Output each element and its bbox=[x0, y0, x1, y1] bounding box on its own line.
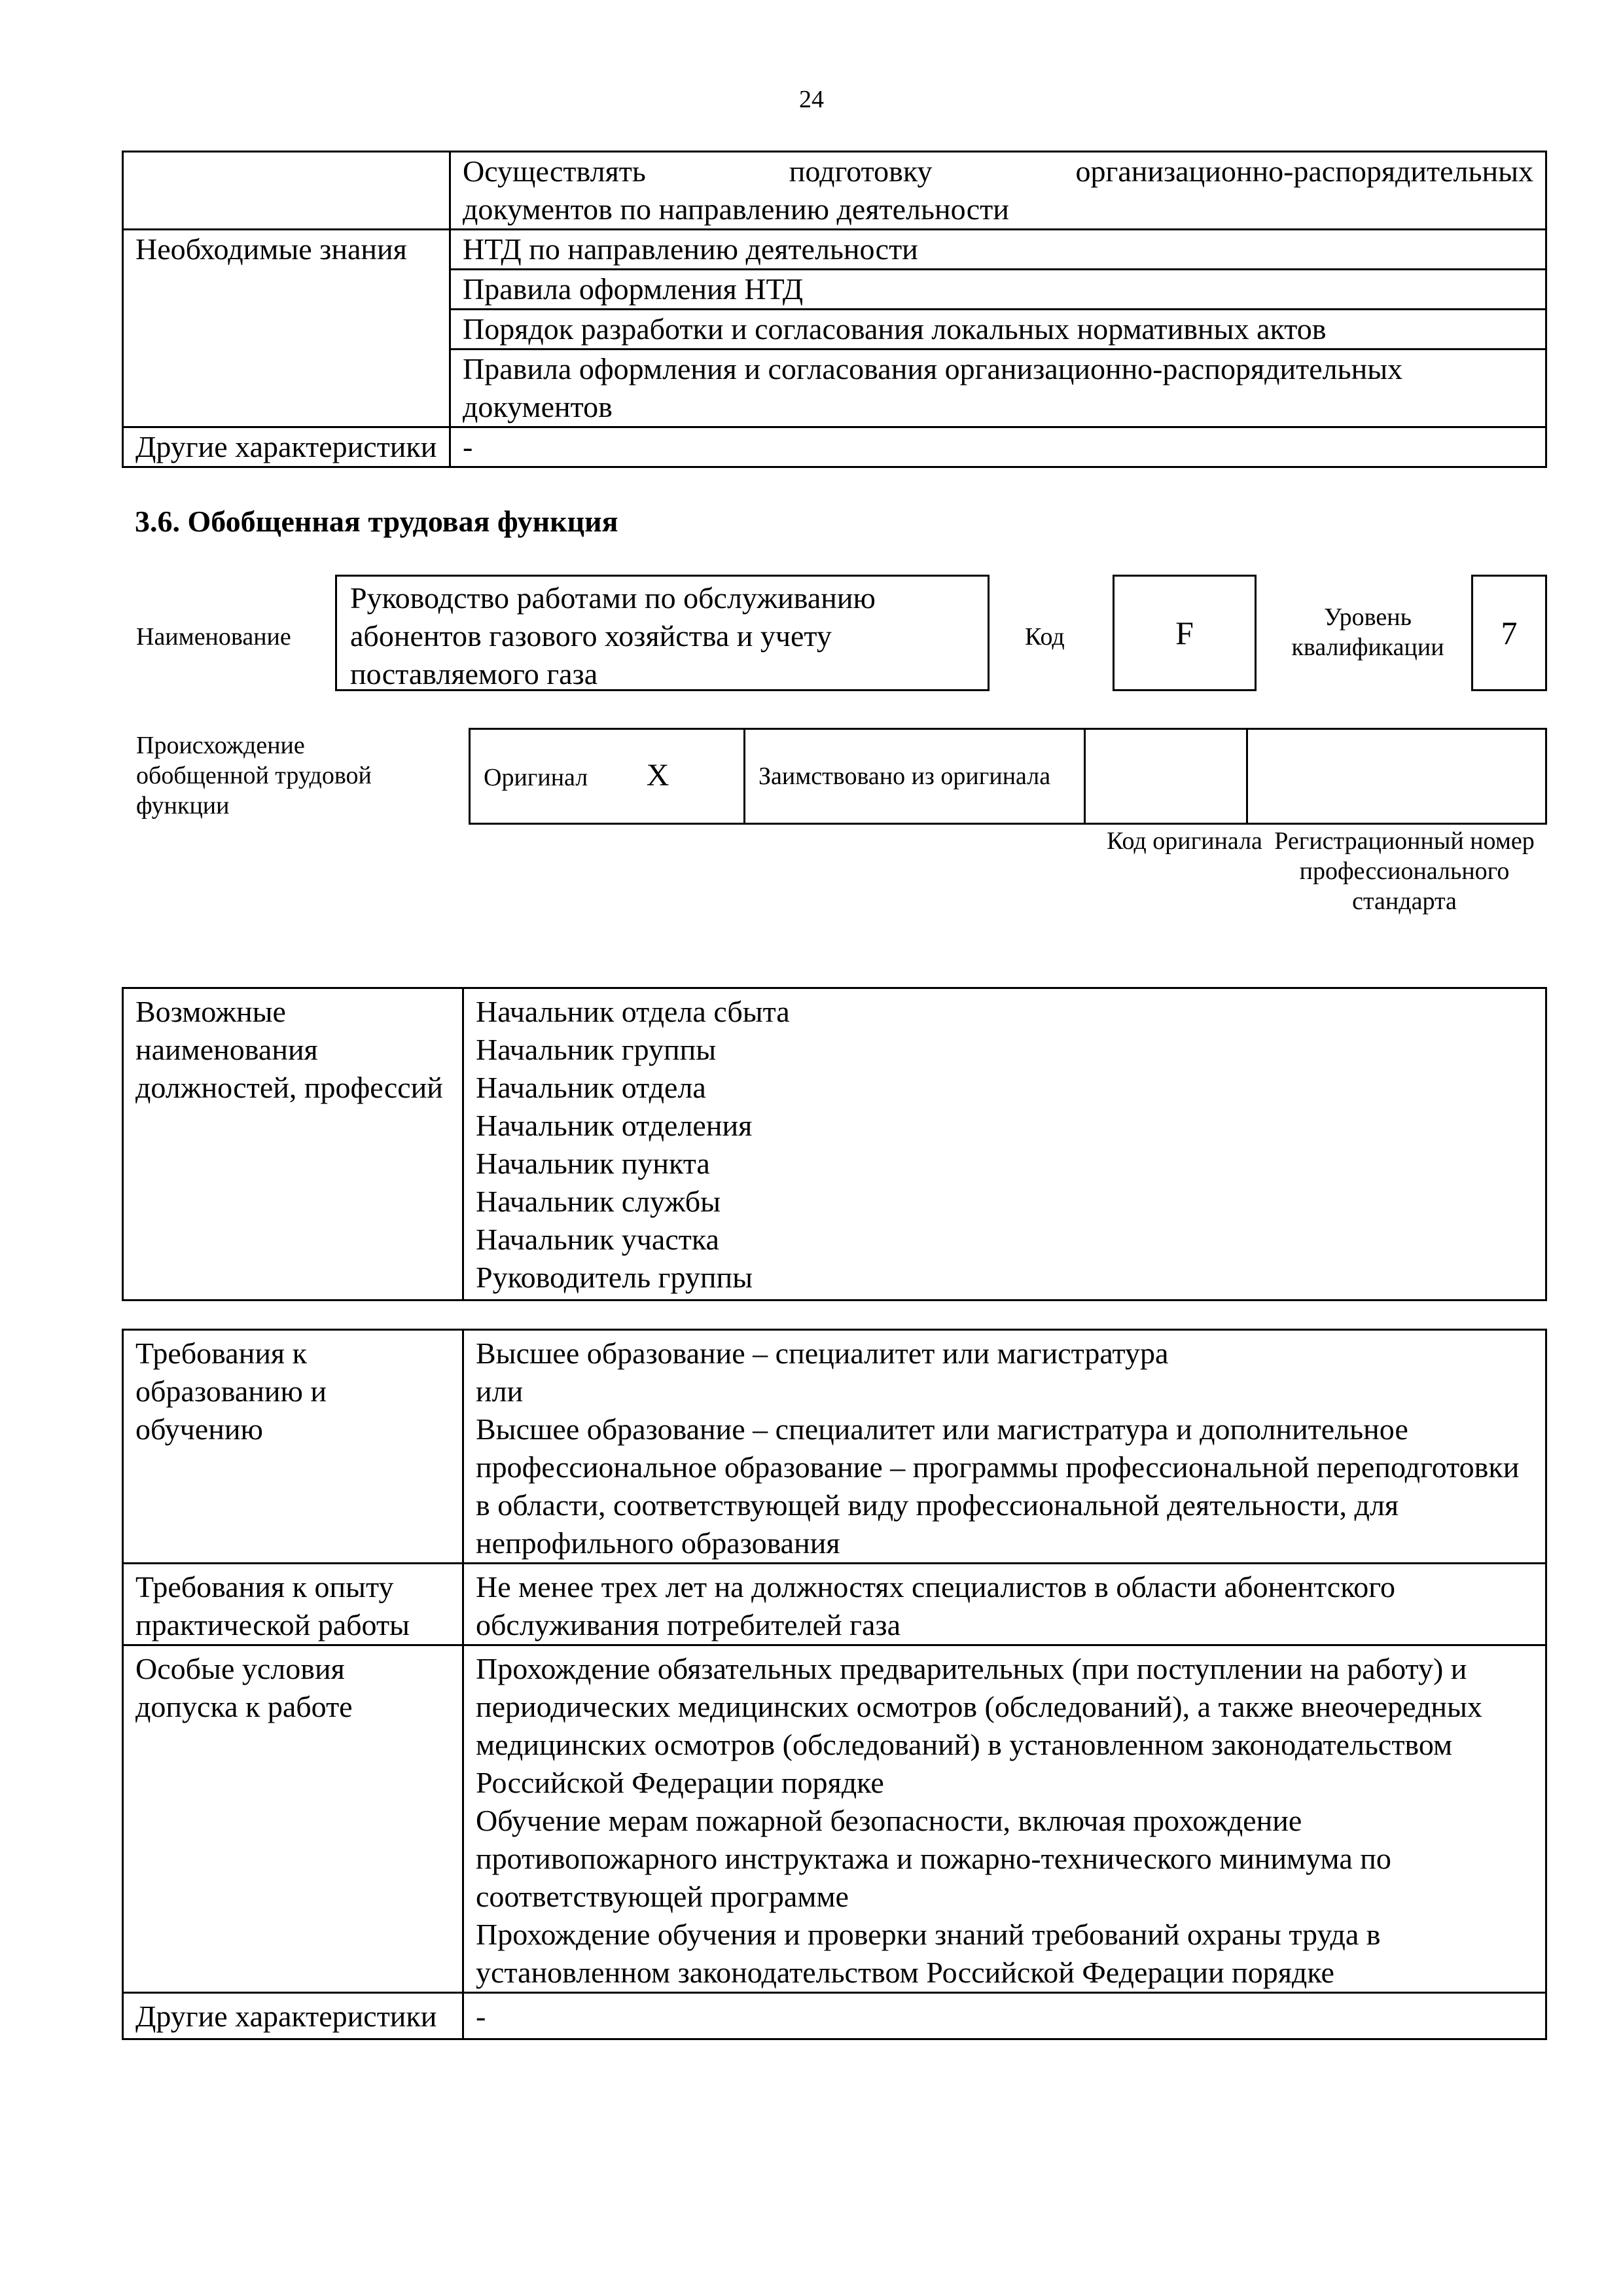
level-label: Уровень квалификации bbox=[1291, 603, 1444, 661]
positions-label: Возможные наименования должностей, профессий bbox=[123, 988, 463, 1300]
conditions-line: Прохождение обучения и проверки знаний требований охраны труда в установленном законодательством Российской Федерации порядке bbox=[476, 1918, 1381, 1989]
table-cell-label: Необходимые знания bbox=[123, 230, 450, 427]
table-row bbox=[123, 230, 1546, 270]
table-row bbox=[123, 152, 1546, 230]
table-cell-value: Правила оформления НТД bbox=[450, 270, 1546, 310]
level-value: 7 bbox=[1471, 575, 1547, 691]
list-item: Начальник отделения bbox=[476, 1109, 753, 1142]
education-value bbox=[463, 1330, 1546, 1564]
name-label: Наименование bbox=[136, 623, 291, 651]
table-row bbox=[470, 729, 1546, 824]
positions-list bbox=[463, 988, 1546, 1300]
list-item: Начальник службы bbox=[476, 1185, 721, 1218]
table-row bbox=[123, 1645, 1546, 1993]
table-cell-value: Правила оформления и согласования организационно-распорядительных документов bbox=[450, 350, 1546, 427]
positions-table bbox=[122, 987, 1547, 1301]
conditions-label: Особые условия допуска к работе bbox=[123, 1645, 463, 1993]
code-original-label: Код оригинала bbox=[1107, 827, 1262, 855]
conditions-line: Обучение мерам пожарной безопасности, включая прохождение противопожарного инструктажа и пожарно-технического минимума по соответствующей программе bbox=[476, 1804, 1391, 1913]
education-line: или bbox=[476, 1374, 524, 1408]
original-label: Оригинал bbox=[484, 763, 588, 791]
list-item: Начальник участка bbox=[476, 1223, 719, 1256]
requirements-table bbox=[122, 1329, 1547, 2040]
list-item: Начальник пункта bbox=[476, 1147, 710, 1180]
code-label: Код bbox=[1025, 623, 1065, 651]
conditions-value bbox=[463, 1645, 1546, 1993]
original-mark: X bbox=[646, 757, 669, 793]
education-line: Высшее образование – специалитет или магистратура bbox=[476, 1336, 1169, 1370]
table-cell-value: - bbox=[450, 427, 1546, 467]
table-cell-label: Другие характеристики bbox=[123, 427, 450, 467]
knowledge-table bbox=[122, 151, 1547, 468]
list-item: Начальник группы bbox=[476, 1033, 717, 1066]
experience-label: Требования к опыту практической работы bbox=[123, 1564, 463, 1645]
other-label: Другие характеристики bbox=[123, 1993, 463, 2039]
cell-text: документов по направлению деятельности bbox=[463, 192, 1009, 226]
education-line: Высшее образование – специалитет или магистратура и дополнительное профессиональное образование – программы профессиональной переподготовки в области, соответствующей виду профессиональной деятельности, для непрофильного образования bbox=[476, 1412, 1520, 1560]
origin-code-cell bbox=[1085, 729, 1247, 824]
name-value: Руководство работами по обслуживанию абонентов газового хозяйства и учету поставляемого газа bbox=[335, 575, 990, 691]
list-item: Начальник отдела сбыта bbox=[476, 995, 790, 1028]
table-cell-value bbox=[450, 152, 1546, 230]
table-row bbox=[123, 988, 1546, 1300]
experience-value: Не менее трех лет на должностях специалистов в области абонентского обслуживания потребителей газа bbox=[463, 1564, 1546, 1645]
list-item: Руководитель группы bbox=[476, 1261, 753, 1294]
origin-reg-cell bbox=[1247, 729, 1546, 824]
table-row bbox=[123, 1330, 1546, 1564]
code-value: F bbox=[1113, 575, 1257, 691]
list-item: Начальник отдела bbox=[476, 1071, 706, 1104]
table-cell-value: Порядок разработки и согласования локальных нормативных актов bbox=[450, 310, 1546, 350]
table-row bbox=[123, 1564, 1546, 1645]
conditions-line: Прохождение обязательных предварительных (при поступлении на работу) и периодических медицинских осмотров (обследований), а также внеочередных медицинских осмотров (обследований) в установленном законодательством Российской Федерации порядке bbox=[476, 1652, 1482, 1799]
origin-original-cell bbox=[470, 729, 745, 824]
origin-table bbox=[469, 728, 1547, 825]
table-cell-value: НТД по направлению деятельности bbox=[450, 230, 1546, 270]
other-value: - bbox=[463, 1993, 1546, 2039]
origin-borrowed-cell: Заимствовано из оригинала bbox=[745, 729, 1085, 824]
page-number: 24 bbox=[799, 86, 824, 113]
table-row bbox=[123, 1993, 1546, 2039]
table-cell-label bbox=[123, 152, 450, 230]
origin-label: Происхождение обобщенной трудовой функции bbox=[136, 732, 372, 819]
table-row bbox=[123, 427, 1546, 467]
reg-number-label: Регистрационный номер профессионального стандарта bbox=[1274, 827, 1535, 915]
cell-text: Осуществлять подготовку организационно-распорядительных bbox=[463, 154, 1533, 188]
section-heading: 3.6. Обобщенная трудовая функция bbox=[135, 505, 618, 538]
education-label: Требования к образованию и обучению bbox=[123, 1330, 463, 1564]
